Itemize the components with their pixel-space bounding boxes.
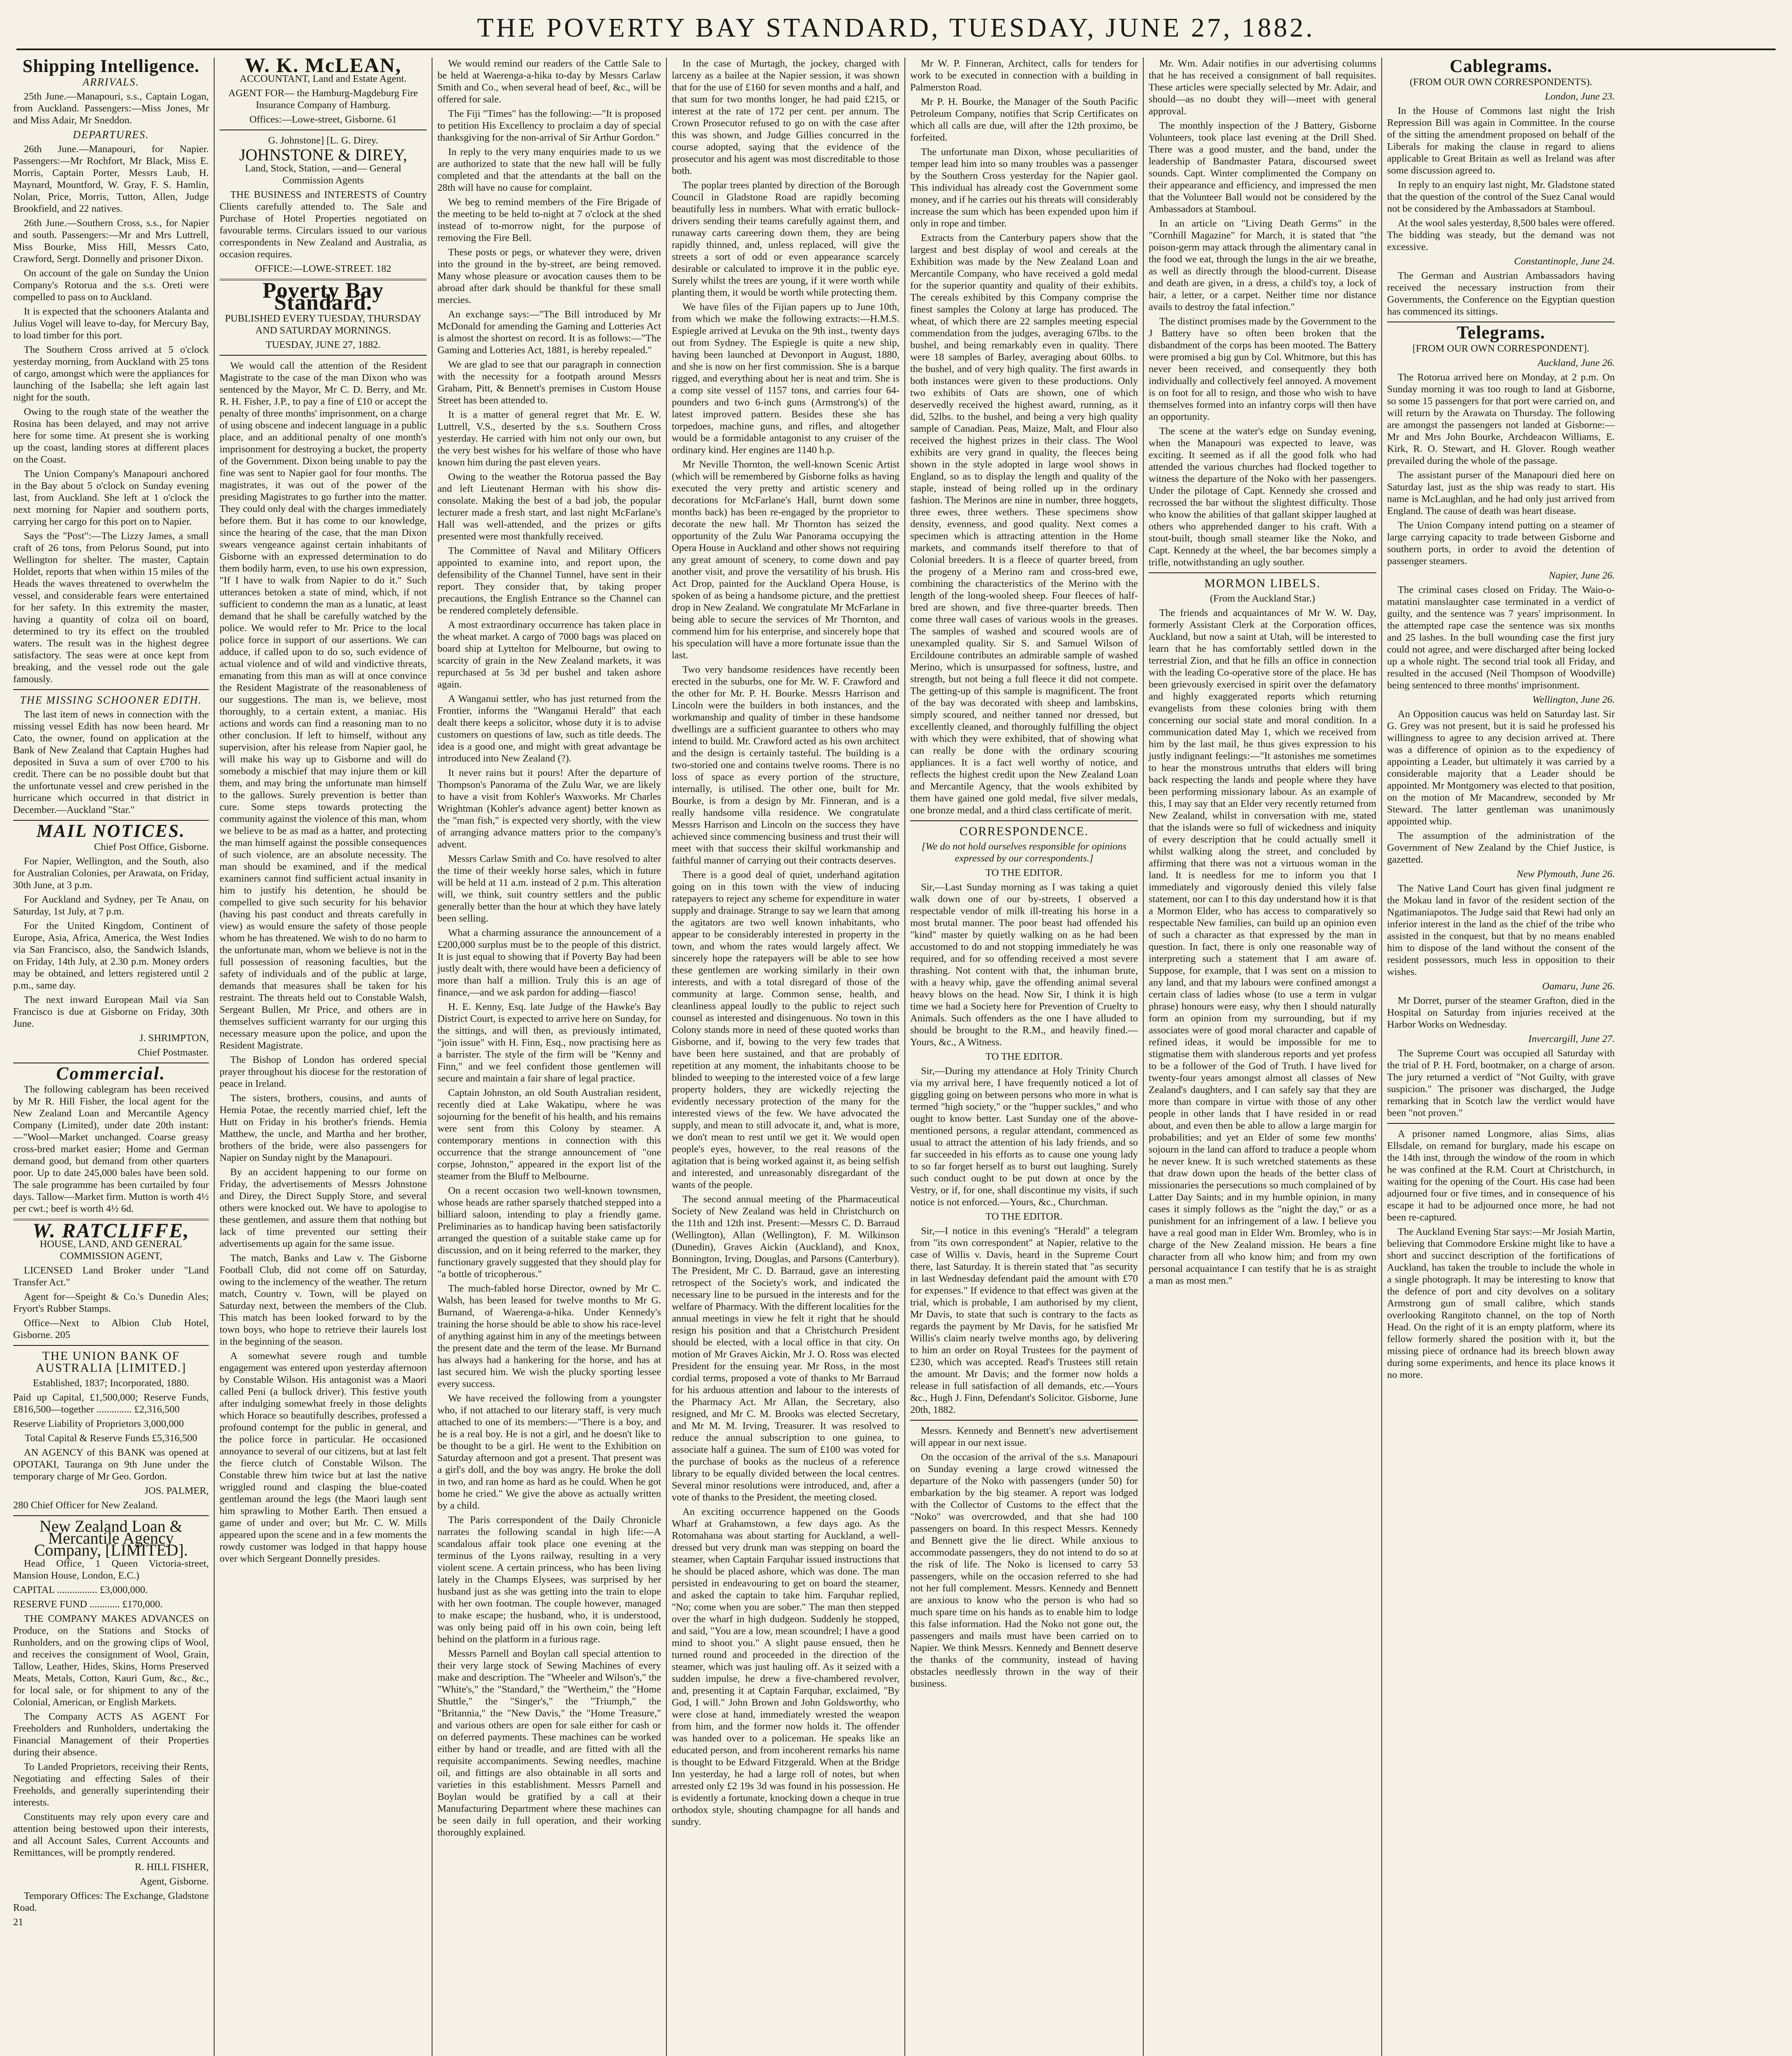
ratcliffe-line: Office—Next to Albion Club Hotel, Gisborne. 205 <box>13 1317 209 1341</box>
editorial-para: We would call the attention of the Resident Magistrate to the case of the man Dixon who was sentenced by the Mayor, Mr C. D. Berry, and Mr. R. H. Fisher, J.P., to pay a fine of £10 or accept the penalty of three months' imprisonment, on a charge of using obscene and indecent language in a public place, and an additional penalty of one month's imprisonment for destroying a bucket, the property of the Government. Dixon being unable to pay the fine was sent to Napier gaol for four months. The magistrates, it was out of the power of the presiding Magistrates to go further into the matter. They could only deal with the charges immediately before them. But it has come to our knowledge, since the hearing of the case, that the man Dixon swears vengeance against certain inhabitants of Gisborne with an expressed determination to do them bodily harm, even, to use his own expression, "If I have to walk from Napier to do it." Such utterances betoken a state of mind, which, if not sufficient to condemn the man as a lunatic, at least demand that he shall be carefully watched by the police. We would refer to Mr. Price to the local police force in support of our assertions. We can adduce, if called upon to do so, such evidence of actual violence and of wild and vindictive threats, emanating from this man as will at once convince the Resident Magistrate of the reasonableness of our suggestions. The man is, we believe, most thoroughly, to a certain extent, a maniac. His actions and words can find a reasoning man to no other conclusion. If left to himself, without any supervision, after his release from Napier gaol, he will make his way up to Gisborne and will do somebody a mischief that may injure them or kill them, and may bring the unfortunate man himself to the gallows. Surely prevention is better than cure. Some steps towards protecting the community against the violence of this man, whom we believe to be as mad as a hatter, and protecting the man himself against the possible consequences of such violence, are an absolute necessity. The man should be examined, and if the medical examiners cannot find sufficient actual insanity in him to justify his detention, he should be compelled to give such security for his behavior (having his past conduct and threats carefully in view) as would ensure the safety of those people whom he has threatened. We wish to do no harm to the unfortunate man, whom we believe is not in the full possession of reasoning faculties, but the safety of individuals and of the public at large, demands that measures shall be taken for his restraint. The threats held out to Constable Walsh, Sergeant Bullen, Mr Price, and others are in themselves sufficient warranty for our urging this necessary measure upon the police, and upon the Resident Magistrate. <box>220 360 427 1051</box>
departures-text-2: 26th June.—Southern Cross, s.s., for Napier and south. Passengers:—Mr and Mrs Luttrell, Miss Bourke, Miss Hill, Messrs Cato, Crawford, Sergt. Donnelly and prisoner Dixon. <box>13 218 209 264</box>
masthead <box>0 0 1792 58</box>
local-para: In the case of Murtagh, the jockey, charged with larceny as a bailee at the Napier session, it was shown that for the use of £160 for seven months and a half, and that sum for two months longer, he had paid £215, or interest at the rate of 172 per cent. per annum. The Crown Prosecutor refused to go on with the case after this was shown, and Judge Gillies concurred in the course adopted, saying that the evidence of the prosecutor and his agent was most discreditable to those both. <box>672 58 899 176</box>
nzloan-signature-title: Agent, Gisborne. <box>139 1876 209 1887</box>
shipping-para: The Southern Cross arrived at 5 o'clock yesterday morning, from Auckland with 25 tons of cargo, amongst which were the appliances for launching of the Isabella; she left again last night for the south. <box>13 344 209 403</box>
telegram-para: The Native Land Court has given final judgment re the Mokau land in favor of the resident section of the Ngatimaniapotos. The Judge said that Rewi had only an inferior interest in the land as the chief of the tribe who assisted in the conquest, but that by no means enabled him to dispose of the land without the consent of the resident possessors, much less in opposition to their wishes. <box>1387 883 1615 977</box>
arrivals-text: 25th June.—Manapouri, s.s., Captain Logan, from Auckland. Passengers:—Miss Jones, Mr and Miss Adair, Mr Sneddon. <box>13 91 209 126</box>
union-signature: JOS. PALMER, <box>144 1485 209 1496</box>
paper-date: TUESDAY, JUNE 27, 1882. <box>266 339 381 350</box>
union-line: AN AGENCY of this BANK was opened at OPOTAKI, Tauranga on 9th June under the temporary charge of Mr Geo. Gordon. <box>13 1447 209 1482</box>
telegram-para: In the House of Commons last night the Irish Repression Bill was again in Committee. In the course of the sitting the amendment proposed on behalf of the Liberals for making the clause in regard to aliens applicable to Great Britain as well as Ireland was after some discussion agreed to. <box>1387 105 1615 176</box>
local-para: What a charming assurance the announcement of a £200,000 surplus must be to the people of this district. It is just equal to showing that if Poverty Bay had been justly dealt with, there would have been a deficiency of more than half a million. Truly this is an age of finance,—and we ask pardon for adding—fiasco! <box>437 927 661 998</box>
mormon-text: The friends and acquaintances of Mr W. W. Day, formerly Assistant Clerk at the Corporation offices, Auckland, but now a saint at Utah, will be interested to learn that he has comfortably settled down in the terrestrial Zion, and that he fills an office in connection with the leading Co-operative store of the place. He has been grievously exercised in spirit over the defamatory and highly exaggerated reports which returning evangelists from these colonies bring with them concerning our social state and moral condition. In a communication dated May 1, which we received from him by the last mail, he thus gives expression to his justly indignant feelings:—"It astonishes me sometimes to hear the monstrous untruths that elders will bring back respecting the lands and people where they have been performing missionary labour. As an example of this, I may say that an Elder very recently returned from New Zealand, whilst in conversation with me, stated that the islands were so full of wickedness and iniquity of every description that he could actually smell it whilst walking along the street, and concluded by affirming that there was not a virtuous woman in the land. It is needless for me to inform you that I immediately and vigorously denied this vilely false statement, nor can I to this day understand how it is that a Mormon Elder, who has access to comparatively so respectable New families, can build up an opinion even of such a character as that expressed by the man in question. In fact, there is only one reasonable way of interpreting such a statement that I am aware of. Suppose, for example, that I was sent on a mission to any land, and that my labours were confined amongst a certain class of ladies whose (to use a term in vulgar phrase) honours were easy, why then I should naturally form an opinion from my surrounding, but if my associates were of good moral character and capable of refined ideas, it would be impossible for me to stigmatise them with slanderous reports and yet profess to be a follower of the God of Truth. I have lived for twenty-four years amongst almost all classes of New Zealand's daughters, and I can safely say that they are more than compare in virtue with those of any other people in other lands that I have resided in or read about, and even then be able to allow a large margin for probabilities; and yet an Elder of some few months' sojourn in the land can afford to traduce a people whom he never knew. It is such wretched statements as these that draw down upon the heads of the better class of missionaries the persecutions so much complained of by Latter Day Saints; and in my humble opinion, in many cases it simply follows as the "night the day," or as a punishment for an infringement of a law. I believe you have a real good man in Elder Wm. Bromley, who is in charge of the New Zealand mission. He bears a fine character from all who know him; and from my own personal acquaintance I can testify that he is as straight a man as most men." <box>1149 607 1376 1286</box>
local-para: It is a matter of general regret that Mr. E. W. Luttrell, V.S., deserted by the s.s. Southern Cross yesterday. He carried with him not only our own, but the very best wishes for his welfare of those who have known him during the past eleven years. <box>437 409 661 468</box>
column-2 <box>214 58 432 2056</box>
dateline: Constantinople, June 24. <box>1514 256 1615 267</box>
to-editor-heading: TO THE EDITOR. <box>985 867 1063 878</box>
divider <box>1149 572 1376 573</box>
dateline: Oamaru, June 26. <box>1542 981 1615 992</box>
shipping-para: Says the "Post":—The Lizzy James, a small craft of 26 tons, from Pelorus Sound, put into Wellington for shelter. The master, Captain Holdet, reports that when within 15 miles of the Heads the waves threatened to overwhelm the vessel, and considerable fears were entertained for her safety. In this extremity the master, having a quantity of colza oil on board, determined to try its effect on the troubled waters. The result was in the highest degree satisfactory. The seas were at once kept from breaking, and the vessel rode out the gale famously. <box>13 530 209 685</box>
local-para: H. E. Kenny, Esq. late Judge of the Hawke's Bay District Court, is expected to arrive here on Sunday, for the sittings, and will then, as previously intimated, "join issue" with H. Finn, Esq., now practising here as a barrister. The style of the firm will be "Kenny and Finn," and we feel confident those gentlemen will secure and maintain a fair share of legal practice. <box>437 1001 661 1084</box>
local-para: It never rains but it pours! After the departure of Thompson's Panorama of the Zulu War, we are likely to have a visit from Kohler's Waxworks. Mr Charles Wrightman (Kohler's advance agent) better known as the "man fish," is expected very shortly, with the view of arranging advance matters prior to the company's advent. <box>437 767 661 850</box>
to-editor-heading: TO THE EDITOR. <box>985 1051 1063 1062</box>
mail-line: For Auckland and Sydney, per Te Anau, on Saturday, 1st July, at 7 p.m. <box>13 894 209 917</box>
local-para: The scene at the water's edge on Sunday evening, when the Manapouri was expected to leave, was exciting. It seemed as if all the good folk who had attended the various churches had flocked together to witness the departure of the Noko with her passengers. Under the pilotage of Capt. Kennedy she crossed and recrossed the bar without the slightest difficulty. Those who know the abilities of that gallant skipper laughed at others who apprehended danger to his craft. With a stout-built, though small steamer like the Noko, and Capt. Kennedy at the wheel, the bar becomes simply a trifle, notwithstanding an ugly souther. <box>1149 426 1376 568</box>
mclean-sub: ACCOUNTANT, Land and Estate Agent. <box>240 73 407 84</box>
mail-signature: J. SHRIMPTON, <box>139 1033 209 1044</box>
correspondence-note: [We do not hold ourselves responsible for opinions expressed by our correspondents.] <box>921 841 1127 864</box>
column-7 <box>1381 58 1620 2056</box>
column-4 <box>666 58 904 2056</box>
mail-signature-title: Chief Postmaster. <box>138 1047 209 1058</box>
local-para: On the occasion of the arrival of the s.s. Manapouri on Sunday evening a large crowd witnessed the departure of the Noko with passengers (under 50) for embarkation by the big steamer. A report was lodged with the Collector of Customs to the effect that the "Noko" was overcrowded, and that she had 100 passengers on board. In this respect Messrs. Kennedy and Bennett give the lie direct. While anxious to accommodate passengers, they do not intend to do so at the risk of life. The Noko is licensed to carry 53 passengers, while on the occasion referred to she had not her full complement. Messrs. Kennedy and Bennett are anxious to know who the person is who had so much spare time on his hands as to enable him to lodge this false information. Had the Noko not gone out, the passengers and mails must have been carried on to Napier. We think Messrs. Kennedy and Bennett deserve the thanks of the community, instead of having obstacles needlessly thrown in the way of their business. <box>910 1452 1138 1689</box>
paper-subtitle: PUBLISHED EVERY TUESDAY, THURSDAY AND SATURDAY MORNINGS. <box>225 313 421 336</box>
mclean-line: Offices:—Lowe-street, Gisborne. 61 <box>249 114 397 125</box>
union-line: Established, 1837; Incorporated, 1880. <box>33 1378 189 1389</box>
local-para: The distinct promises made by the Government to the J Battery have so often been broken that the disbandment of the corps has been mooted. The Battery were promised a big gun by Col. Whitmore, but this has never been received, and consequently they both individually and collectively feel annoyed. A movement is on foot for all to resign, and those who wish to have themselves formed into an infantry corps will then have an opportunity. <box>1149 316 1376 422</box>
local-para: On a recent occasion two well-known townsmen, whose heads are rather sparsely thatched stepped into a billiard saloon, intending to play a friendly game. Preliminaries as to handicap having been satisfactorily arranged the question of a suitable stake came up for discussion, and on it being referred to the marker, they functionary gravely suggested that they should play for "a bottle of tricopherous." <box>437 1185 661 1280</box>
editorial-para: The Bishop of London has ordered special prayer throughout his diocese for the restoration of peace in Ireland. <box>220 1054 427 1089</box>
telegram-para: A prisoner named Longmore, alias Sims, alias Ellsdale, on remand for burglary, made his escape on the 14th inst, through the window of the room in which he was confined at the R.M. Court at Christchurch, in waiting for the opening of the Court. His case had been adjourned four or five times, and in consequence of his escape it had to be adjourned once more, he had not been re-captured. <box>1387 1128 1615 1223</box>
local-para: Messrs Parnell and Boylan call special attention to their very large stock of Sewing Machines of every make and description. The "Wheeler and Wilson's," the "White's," the "Standard," the "Wertheim," the "Home Shuttle," the "Singer's," the "Triumph," the "Britannia," the "New Davis," the "Home Treasure," and various others are open for sale either for cash or on deferred payments. These machines can be worked either by hand or treadle, and are fitted with all the requisite accompaniments. Sewing needles, machine oil, and fittings are also obtainable in all sorts and varieties in this establishment. Messrs Parnell and Boylan would be gratified by a call at their Manufacturing Department where these machines can be seen daily in full operation, and their working thoroughly explained. <box>437 1648 661 1838</box>
ratcliffe-line: Agent for—Speight & Co.'s Dunedin Ales; Fryort's Rubber Stamps. <box>13 1291 209 1314</box>
departures-heading: DEPARTURES. <box>73 129 149 141</box>
local-para: Mr Neville Thornton, the well-known Scenic Artist (which will be remembered by Gisborne folks as having executed the very pretty and artistic scenery and decorations for McFarlane's Hall, burnt down some months back) has been re-engaged by the proprietor to decorate the new hall. Mr Thornton has seized the opportunity of the Zulu War Panorama occupying the Opera House in Auckland and other shows not requiring any great amount of scenery, to come down and pay another visit, and prove the versatility of his brush. His Act Drop, painted for the Auckland Opera House, is spoken of as being a handsome picture, and the prettiest drop in New Zealand. We congratulate Mr McFarlane in being able to secure the services of Mr Thornton, and commend him for his enterprise, and sincerely hope that his speculation will have a more fortunate issue than the last. <box>672 459 899 661</box>
shipping-heading: Shipping Intelligence. <box>22 58 200 76</box>
mclean-line: AGENT FOR— the Hamburg-Magdeburg Fire Insurance Company of Hamburg. <box>228 88 418 111</box>
local-para: In an article on "Living Death Germs" in the "Cornhill Magazine" for March, it is stated that "the poison-germ may attack through the alimentary canal in the food we eat, through the lungs in the air we breathe, as well as directly through the blood-current. Disease and death are given, in a dress, a child's toy, a lock of hair, a letter, or a carpet. Neither time nor distance avails to destroy the fatal infection." <box>1149 218 1376 313</box>
local-para: The much-fabled horse Director, owned by Mr C. Walsh, has been leased for twelve months to Mr G. Burnand, of Waerenga-a-hika. Under Kennedy's training the horse should be able to show his race-level of anything against him in any of the meetings between the present date and the term of the lease. Mr Burnand has always had a hankering for the horse, and has at last secured him. We wish the plucky sporting lessee every success. <box>437 1283 661 1389</box>
nzloan-line: CAPITAL ................ £3,000,000. <box>13 1584 148 1595</box>
telegram-para: In reply to an enquiry last night, Mr. Gladstone stated that the question of the control of the Suez Canal would not be considered by the Ambassadors at Stamboul. <box>1387 179 1615 214</box>
letter: Sir,—During my attendance at Holy Trinity Church via my arrival here, I have frequently noticed a lot of giggling going on between persons who more in what is termed "high society," or the "hupper suckles," and who ought to know better. Last Sunday one of the above-mentioned persons, a regular attendant, commenced as usual to attract the attention of his lady friends, and so far succeeded in his efforts as to cause one young lady to so far forget herself as to burst out laughing. Surely such conduct ought to be put down at once by the Vestry, or if, for one, shall discontinue my visits, if such notice is not enforced.—Yours, &c., Churchman. <box>910 1065 1138 1208</box>
johnstone-heads: G. Johnstone] [L. G. Direy. <box>268 135 378 146</box>
editorial-para: By an accident happening to our forme on Friday, the advertisements of Messrs Johnstone and Direy, the Direct Supply Store, and several others were knocked out. We have to apologise to these gentlemen, and assure them that nothing but lack of time prevented our setting their advertisements up again for the same issue. <box>220 1167 427 1249</box>
column-6 <box>1143 58 1381 2056</box>
masthead-rule <box>16 49 1776 50</box>
dateline: Wellington, June 26. <box>1532 694 1615 705</box>
local-para: An exciting occurrence happened on the Goods Wharf at Grahamstown, a few days ago. As the Rotomahana was about starting for Auckland, a well-dressed but very drunk man was stepping on board the steamer, when Captain Farquhar issued instructions that he should be placed ashore, which was done. The man persisted in endeavouring to get on board the steamer, and asked the captain to take him. Farquhar replied, "No; come when you are sober." The man then stepped over the wharf in high dudgeon. Suddenly he stopped, and said, "You are a low, mean scoundrel; I have a good mind to shoot you." A slight pause ensued, then he turned round and proceeded in the direction of the steamer, which was just hauling off. As it seized with a sudden impulse, he drew a five-chambered revolver, and, presenting it at Captain Farquhar, exclaimed, "By God, I will." John Brown and John Goldsworthy, who were close at hand, immediately wrested the weapon from him, and the former now holds it. The offender was handed over to a policeman. He speaks like an educated person, and from incoherent remarks his name is thought to be Edward Fitzgerald. When at the Bridge Inn yesterday, he had a large roll of notes, but when arrested only £2 19s 3d was found in his possession. He is evidently a fortunate, knocking down a cheque in true orthodox style, shouting champagne for all hands and sundry. <box>672 1506 899 1827</box>
local-para: We would remind our readers of the Cattle Sale to be held at Waerenga-a-hika to-day by Messrs Carlaw Smith and Co., when several head of beef, &c., will be offered for sale. <box>437 58 661 105</box>
local-para: An exchange says:—"The Bill introduced by Mr McDonald for amending the Gaming and Lotteries Act is almost the shortest on record. It is as follows:—"The Gaming and Lotteries Act, 1881, is hereby repealed." <box>437 309 661 356</box>
to-editor-heading: TO THE EDITOR. <box>985 1211 1063 1222</box>
nzloan-line: Constituents may rely upon every care and attention being bestowed upon their interests, and all Account Sales, Current Accounts and Remittances, will be promptly rendered. <box>13 1811 209 1858</box>
commercial-heading: Commercial. <box>56 1063 166 1084</box>
telegram-para: Mr Dorret, purser of the steamer Grafton, died in the Hospital on Saturday from injuries received at the Harbor Works on Wednesday. <box>1387 995 1615 1030</box>
local-para: The unfortunate man Dixon, whose peculiarities of temper lead him into so many troubles was a passenger by the Southern Cross yesterday for the Napier gaol. This individual has already cost the Government some money, and if he carries out his threats will considerably increase the sum which has been expended upon him if only in rope and timber. <box>910 146 1138 229</box>
local-para: A Wanganui settler, who has just returned from the Frontier, informs the "Wanganui Herald" that each dealt there keeps a solicitor, whose duty it is to advise customers on questions of law, such as title deeds. The idea is a good one, and might with great advantage be introduced into New Zealand (?). <box>437 693 661 764</box>
correspondence-heading: CORRESPONDENCE. <box>959 824 1089 838</box>
local-para: Mr W. P. Finneran, Architect, calls for tenders for work to be executed in connection with a building in Palmerston Road. <box>910 58 1138 93</box>
mormon-source: (From the Auckland Star.) <box>1210 593 1315 604</box>
divider <box>910 1420 1138 1421</box>
local-para: We have received the following from a youngster who, if not attached to our literary staff, is very much attached to one of its members:—"There is a boy, and he is a real boy. He is not a girl, and he doesn't like to be thought to be a girl. He went to the Exhibition on Saturday afternoon and got a present. That present was a girl's doll, and the boy was angry. He broke the doll in two, and ran home as hard as he could. When he got home he cried." We give the above as actually written by a child. <box>437 1393 661 1511</box>
local-para: The second annual meeting of the Pharmaceutical Society of New Zealand was held in Christchurch on the 11th and 12th inst. Present:—Messrs C. D. Barraud (Wellington), Allan (Wellington), F. M. Wilkinson (Dunedin), Graves Aickin (Auckland), and Knox, Bonnington, Irving, Douglas, and Parsons (Canterbury). The President, Mr C. D. Barraud, gave an interesting retrospect of the Society's work, and indicated the necessary line to be pursued in the interests and for the welfare of Pharmacy. With the different localities for the annual meetings in view he felt it right that he should resign his position and that a Christchurch President should be elected, with a local office in that city. On motion of Mr Graves Aickin, Mr J. O. Ross was elected President for the ensuing year. Mr Ross, in the most cordial terms, proposed a vote of thanks to Mr Barraud for his arduous attention and labour to the interests of the Pharmacy Act. Mr Allan, the Secretary, also resigned, and Mr C. M. Brooks was elected Secretary, and Mr M. M. Irving, Treasurer. It was resolved to reduce the annual subscription to one guinea, to associate half a guinea. The sum of £100 was voted for the purchase of books as the nucleus of a reference library to be equally divided between the local centres. Several minor resolutions were introduced, and, after a vote of thanks to the President, the meeting closed. <box>672 1194 899 1503</box>
divider <box>13 1345 209 1346</box>
telegrams-sub: [FROM OUR OWN CORRESPONDENT]. <box>1412 343 1590 354</box>
cablegrams-heading: Cablegrams. <box>1450 58 1552 76</box>
dateline: New Plymouth, June 26. <box>1517 868 1615 880</box>
nzloan-line: To Landed Proprietors, receiving their Rents, Negotiating and effecting Sales of their Freeholds, and generally superintending their interests. <box>13 1761 209 1808</box>
shipping-para: The Union Company's Manapouri anchored in the Bay about 5 o'clock on Sunday evening last, from Auckland. She left at 1 o'clock the next morning for Napier and southern ports, carrying her cargo for this port on to Napier. <box>13 468 209 527</box>
nzloan-line: The Company ACTS AS AGENT For Freeholders and Runholders, undertaking the Financial Management of their Properties during their absence. <box>13 1711 209 1758</box>
local-para: The Committee of Naval and Military Officers appointed to examine into, and report upon, the defensibility of the Channel Tunnel, have sent in their report. They consider that, by taking proper precautions, the English Entrance so the Channel can be rendered completely defensible. <box>437 545 661 616</box>
mail-line: For Napier, Wellington, and the South, also for Australian Colonies, per Arawata, on Friday, 30th June, at 3 p.m. <box>13 856 209 891</box>
local-para: We are glad to see that our paragraph in connection with the necessity for a footpath around Messrs Graham, Pitt, & Bennett's premises in Custom House Street has been attended to. <box>437 359 661 406</box>
paper-title: Poverty Bay Standard. <box>262 278 384 315</box>
mormon-libels-heading: MORMON LIBELS. <box>1204 577 1321 590</box>
local-para: There is a good deal of quiet, underhand agitation going on in this town with the view of inducing ratepayers to reject any scheme for expenditure in water supply and drainage. Strange to say we learn that among the agitators are two well known inhabitants, who appear to be considerably interested in property in the town, and whom the rates would largely affect. We sincerely hope the ratepayers will be able to see how these gentlemen are working similarly in their own interests, and with a total disregard of those of the community at large. Common sense, health, and cleanliness appeal loudly to the public to reject such counsel as interested and disingenuous. No town in this Colony stands more in need of these quoted works than Gisborne, and if, bowing to the very few trades that have been here sustained, and that are probably of repetition at any moment, the inhabitants choose to be blinded to weeping to the interested voice of a few large property holders, they are wickedly rejecting the evidently necessary protection of the many for the interested views of the few. We have advocated the supply, and mean to still advocate it, and, what is more, we don't mean to rest until we get it. We would open people's eyes, however, to the real reasons of the agitation that is being worked against it, as being selfish and interested, and unreasonably disregardant of the wants of the people. <box>672 869 899 1190</box>
telegram-para: The assistant purser of the Manapouri died here on Saturday last, just as the ship was ready to start. His name is McLaughlan, and he had only just arrived from England. The cause of death was heart disease. <box>1387 470 1615 516</box>
ratcliffe-sub: HOUSE, LAND, AND GENERAL COMMISSION AGENT, <box>39 1239 183 1262</box>
local-para: Two very handsome residences have recently been erected in the suburbs, one for Mr. W. F. Crawford and the other for Mr. P. H. Bourke. Messrs Harrison and Lincoln were the builders in both instances, and the workmanship and quality of timber in these handsome dwellings are a sufficient guarantee to others who may intend to build. Mr. Crawford acted as his own architect and the design is certainly tasteful. The building is a two-storied one and contains twelve rooms. There is no loss of space as every portion of the structure, internally, is utilised. The other one, built for Mr. Bourke, is from a design by Mr. Finneran, and is a really handsome villa residence. We congratulate Messrs Harrison and Lincoln on the success they have achieved since commencing business and trust their will meet with that success their skilful workmanship and faithful manner of carrying out their contracts deserves. <box>672 664 899 866</box>
column-1 <box>8 58 214 2056</box>
telegram-para: The German and Austrian Ambassadors having received the necessary instruction from their Governments, the Conference on the Egyptian question has commenced its sittings. <box>1387 270 1615 317</box>
shipping-para: It is expected that the schooners Atalanta and Julius Vogel will leave to-day, for Mercury Bay, to load timber for this port. <box>13 306 209 341</box>
nzloan-heading: New Zealand Loan & Mercantile Agency Company, [LIMITED]. <box>34 1517 188 1559</box>
dateline: Napier, June 26. <box>1549 570 1615 581</box>
local-para: The monthly inspection of the J Battery, Gisborne Volunteers, took place last evening at the Drill Shed. There was a good muster, and the band, under the leadership of Bandmaster Patara, discoursed sweet sounds. Capt. Winter complimented the Company on their appearance and efficiency, and impressed the men that the Volunteer Ball would not be considered by the Ambassadors at Stamboul. <box>1149 120 1376 215</box>
union-line: Total Capital & Reserve Funds £5,316,500 <box>25 1433 197 1444</box>
johnstone-sub: Land, Stock, Station, —and— General Commission Agents <box>245 163 402 186</box>
local-para: We beg to remind members of the Fire Brigade of the meeting to be held to-night at 7 o'clock at the shed instead of to-morrow night, for the purpose of removing the Fire Bell. <box>437 197 661 243</box>
editorial-para: The match, Banks and Law v. The Gisborne Football Club, did not come off on Saturday, owing to the inclemency of the weather. The return match, Country v. Town, will be played on Saturday next, between the members of the Club. This match has been looked forward to by the town boys, who hope to retrieve their laurels lost in the beginning of the season. <box>220 1253 427 1347</box>
letter: Sir,—I notice in this evening's "Herald" a telegram from "its own correspondent" at Napier, relative to the case of Willis v. Davis, heard in the Supreme Court there, last Saturday. It is therein stated that "as security in last Wednesday defendant paid the amount with £70 for expenses." If evidence to that effect was given at the trial, which is probable, I am authorised by my client, Mr Davis, to state that such is contrary to the facts as regards the payment by Mr Davis, for he satisfied Mr Willis's claim nearly twelve months ago, by delivering to him an order on Royal Trustees for the payment of £230, which was accepted. Read's Trustees still retain the amount. Mr Davis; and the former now holds a release in full satisfaction of all demands, etc.—Yours &c., Hugh J. Finn, Defendant's Solicitor. Gisborne, June 20th, 1882. <box>910 1225 1138 1415</box>
local-para: In reply to the very many enquiries made to us we are authorized to state that the new hall will be fully completed and that the attendants at the ball on the 28th will have no cause for complaint. <box>437 146 661 193</box>
column-3 <box>432 58 666 2056</box>
letter: Sir,—Last Sunday morning as I was taking a quiet walk down one of our by-streets, I observed a respectable vendor of milk ill-treating his horse in a most brutal manner. The poor beast had offended his "kind" master by quietly walking on as he had been accustomed to do and not stopping immediately he was required, and for so offending received a most severe thrashing. Not content with that, the inhuman brute, with a heavy whip, gave the offending animal several heavy blows on the head. Now Sir, I think it is high time we had a Society here for Prevention of Cruelty to Animals. Such offenders as the one I have alluded to should be brought to the R.M., and heavily fined.—Yours, &c., A Witness. <box>910 882 1138 1048</box>
departures-text: 26th June.—Manapouri, for Napier. Passengers:—Mr Rochfort, Mr Black, Miss E. Morris, Captain Porter, Messrs Laub, H. Maynard, Mountford, W. Gray, F. S. Hamlin, Nolan, Price, Morris, Tutton, Allen, Judge Brookfield, and 22 natives. <box>13 144 209 214</box>
nzloan-signature: R. HILL FISHER, <box>134 1862 209 1873</box>
editorial-para: A somewhat severe rough and tumble engagement was entered upon yesterday afternoon by Constable Wilson. His antagonist was a Maori called Peni (a bullock driver). This festive youth after indulging somewhat freely in those delights which Horace so beautifully describes, professed a profound contempt for the public in general, and the police force in particular. He occasioned annoyance to several of our citizens, but at last felt the fierce clutch of Constable Wilson. The Constable threw him twice but at last the native wriggled round and clasping the blue-coated gentleman around the legs (the Maori laugh sent him sprawling to Mother Earth. Then ensued a game of under and over; but Mr. C. W. Mills appeared upon the scene and in a few moments the rowdy customer was lodged in that happy house over which Sergeant Donnelly presides. <box>220 1350 427 1564</box>
divider <box>13 1515 209 1516</box>
divider <box>220 355 427 356</box>
shipping-para: Owing to the rough state of the weather the Rosina has been delayed, and may not arrive here for some time. At present she is working up the coast, landing stores at different places on the Coast. <box>13 406 209 465</box>
johnstone-name: JOHNSTONE & DIREY, <box>239 146 407 164</box>
dateline: Invercargill, June 27. <box>1528 1033 1615 1044</box>
ratcliffe-name: W. RATCLIFFE, <box>32 1219 190 1242</box>
divider <box>910 820 1138 821</box>
telegram-para: The Rotorua arrived here on Monday, at 2 p.m. On Sunday morning it was too rough to land at Gisborne, so some 15 passengers for that port were carried on, and will return by the Arawata on Thursday. The following are amongst the passengers not landed at Gisborne:—Mr and Mrs John Bourke, Archdeacon Williams, E. Kirk, R. O. Stewart, and H. Glover. Rough weather prevailed during the whole of the passage. <box>1387 372 1615 466</box>
commercial-text: The following cablegram has been received by Mr R. Hill Fisher, the local agent for the New Zealand Loan and Mercantile Agency Company (Limited), under date 20th instant:—"Wool—Market unchanged. Coarse greasy cross-bred market easier; Home and German demand good, but demand from other quarters poor. Up to date 245,000 bales have been sold. The sale programme has been curtailed by four days. Tallow—Market firm. Mutton is worth 4½ per cwt.; beef is worth 4½ 6d. <box>13 1084 209 1214</box>
mail-line: The next inward European Mail via San Francisco is due at Gisborne on Friday, 30th June. <box>13 994 209 1029</box>
mail-line: Chief Post Office, Gisborne. <box>94 841 209 852</box>
mclean-name: W. K. McLEAN, <box>245 58 402 76</box>
telegram-para: The criminal cases closed on Friday. The Waio-o-matatini manslaughter case terminated in a verdict of guilty, and the sentence was 7 years' imprisonment. In the attempted rape case the sentence was six months and 25 lashes. In the bull wounding case the first jury could not agree, and were discharged after being locked up a whole night. The second trial took all Friday, and resulted in the accused (Neil Thompson of Woodville) being sentenced to three months' imprisonment. <box>1387 584 1615 691</box>
telegram-para: The Supreme Court was occupied all Saturday with the trial of P. H. Ford, bootmaker, on a charge of arson. The jury returned a verdict of "Not Guilty, with grave suspicion." The prisoner was discharged, the Judge remarking that in Scotch law the verdict would have been "not proven." <box>1387 1048 1615 1118</box>
editorial-para: The sisters, brothers, cousins, and aunts of Hemia Potae, the recently married chief, left the Hutt on Friday in his brother's friends. Hemia Matthew, the uncle, and Martha and her brother, brothers of the bride, were also passengers for Napier on Sunday night by the Manapouri. <box>220 1093 427 1163</box>
schooner-heading: THE MISSING SCHOONER EDITH. <box>20 694 202 706</box>
telegram-para: The Auckland Evening Star says:—Mr Josiah Martin, believing that Commodore Erskine might like to have a short and succinct description of the fortifications of Auckland, has taken the trouble to include the whole in a single photograph. It may be interesting to know that the defence of port and city devolves on a solitary Armstrong gun of small calibre, which stands overlooking Rangitoto channel, on the top of North Head. On the right of it is an empty platform, where its fellow formerly shared the position with it, but the missing piece of ordnance had its breech blown away during some experiments, and hence its place knows it no more. <box>1387 1226 1615 1380</box>
nzloan-line: Temporary Offices: The Exchange, Gladstone Road. <box>13 1890 209 1913</box>
divider <box>13 689 209 690</box>
local-para: Captain Johnston, an old South Australian resident, recently died at Lake Wakatipu, where he was sojourning for the benefit of his health, and his remains were sent from this Colony by steamer. A contemporary mentions in connection with this occurrence that the strange announcement of "one corpse, Johnston," appeared in the export list of the steamer from the Bluff to Melbourne. <box>437 1087 661 1182</box>
telegram-para: The assumption of the administration of the Government of New Zealand by the Chief Justice, is gazetted. <box>1387 830 1615 865</box>
local-para: A most extraordinary occurrence has taken place in the wheat market. A cargo of 7000 bags was placed on board ship at Lyttelton for Melbourne, but owing to scarcity of grain in the New Zealand markets, it was repurchased at 5s 3d per bushel and taken ashore again. <box>437 619 661 690</box>
local-para: Messrs. Kennedy and Bennett's new advertisement will appear in our next issue. <box>910 1425 1138 1448</box>
telegram-para: The Union Company intend putting on a steamer of large carrying capacity to trade between Gisborne and southern ports, in order to avoid the detention of passenger steamers. <box>1387 520 1615 567</box>
local-para: The Paris correspondent of the Daily Chronicle narrates the following scandal in high life:—A scandalous affair took place one evening at the terminus of the Lyons railway, resulting in a very violent scene. A certain princess, who has been living lately in the Champs Elysees, was surprised by her husband just as she was getting into the train to elope with her own footman. The couple however, managed to make escape; the husband, who, it is understood, was only being paid off in his own coin, being left behind on the platform in a furious rage. <box>437 1514 661 1645</box>
mail-line: For the United Kingdom, Continent of Europe, Asia, Africa, America, the West Indies via San Francisco, also, the Sandwich Islands, on Friday, 14th July, at 2.30 p.m. Money orders may be obtained, and letters registered until 2 p.m., same day. <box>13 920 209 991</box>
local-para: The poplar trees planted by direction of the Borough Council in Gladstone Road are rapidly becoming beautifully less in numbers. What with erratic bullock-drivers sending their teams carefully against them, and runaway carts careering down them, they are being rapidly thinned, and, unless replaced, will give the streets a sort of odd or even appearance scarcely desirable or calculated to improve it in the public eye. Surely whilst the trees are young, if it were worth while planting them, it would be worth while protecting them. <box>672 180 899 298</box>
divider <box>1387 1123 1615 1124</box>
johnstone-line: THE BUSINESS and INTERESTS of Country Clients carefully attended to. The Sale and Purchase of Hotel Properties negotiated on favourable terms. Circulars issued to our various correspondents in New Zealand and Australia, as occasion requires. <box>220 189 427 260</box>
johnstone-line: OFFICE:—LOWE-STREET. 182 <box>255 263 391 274</box>
arrivals-heading: ARRIVALS. <box>82 76 140 88</box>
local-para: Owing to the weather the Rotorua passed the Bay and left Lieutenant Herman with his show dis-consolate. Making the best of a bad job, the popular lecturer made a fresh start, and last night McFarlane's Hall was well-attended, and the prizes or gifts presented were most thankfully received. <box>437 471 661 542</box>
local-para: Extracts from the Canterbury papers show that the largest and best display of wool and cereals at the Exhibition was made by the New Zealand Loan and Mercantile Company, who have received a gold medal for the superior quantity and quality of their exhibits. The cereals exhibited by this Company comprise the finest samples the Colony at large has produced. The wheat, of which there are 22 samples meeting especial commendation from the judges, averaging 67lbs. to the bushel, and being remarkably even in quality. There were 18 samples of Barley, averaging about 60lbs. to the bushel, and of very high quality. The first awards in both instances were given to these productions. Only two exhibits of Oats are shown, one of which deservedly received the highest award, running, as it did, 52lbs. to the bushel, and being a very high quality sample of Canadian. Peas, Maize, Malt, and Flour also received the highest prizes in their class. The Wool exhibits are very grand in quality, the fleeces being shown in the style adopted in large wool shows in England, so as to display the length and quality of the staple, instead of being rolled up in the ordinary fashion. The Merinos are nine in number, three hoggets, three ewes, three wethers. These specimens show density, evenness, and good quality. Next comes a specimen which is attracting attention in the Home markets, and commands itself therefore to that of Colonial breeders. It is a fleece of quarter breed, from the progeny of a Merino ram and cross-bred ewe, combining the characteristics of the Merino with the length of the long-wooled sheep. Four fleeces of half-bred are shown, and five three-quarter breeds. Then come three wall cases of various wools in the greases. The samples of washed and scoured wools are of unexampled quality. Sir S. and Samuel Wilson of Ercildoune contributes an admirable sample of washed Merino, which is unsurpassed for softness, lustre, and strength, but not being a full fleece it did not compete. The getting-up of this sample is magnificent. The front of the bay was decorated with sheep and lambskins, simply scoured, and neither tanned nor dressed, but excellently cleaned, and thoroughly fulfilling the object with which they were exhibited, that of showing what can really be done with the ordinary scouring appliances. It is a fact well worthy of notice, and reflects the highest credit upon the New Zealand Loan and Mercantile Agency, that the wools exhibited by them have gained one gold medal, five silver medals, one bronze medal, and a third class certificate of merit. <box>910 232 1138 816</box>
ratcliffe-line: LICENSED Land Broker under "Land Transfer Act." <box>13 1265 209 1288</box>
local-para: We have files of the Fijian papers up to June 10th, from which we make the following extracts:—H.M.S. Espiegle arrived at Levuka on the 9th inst., twenty days out from Sydney. The Espiegle is quite a new ship, having been launched at Devonport in August, 1880, and she is now on her first commission. She is a barque rigged, and everything about her is neat and trim. She is a comp site vessel of 1157 tons, and carries four 64-pounders and two 6-inch guns (Armstrong's) of the latest improved pattern. Besides these she has torpedoes, machine guns, and rifles, and altogether would be a formidable antagonist to any cruiser of the ordinary kind. Her engines are 1140 h.p. <box>672 301 899 456</box>
dateline: Auckland, June 26. <box>1538 357 1615 368</box>
nzloan-line: Head Office, 1 Queen Victoria-street, Mansion House, London, E.C.) <box>13 1558 209 1581</box>
schooner-text: The last item of news in connection with the missing vessel Edith has now been heard. Mr Cato, the owner, found on application at the Bank of New Zealand that Captain Hughes had deposited in Suva a sum of over £700 to his credit. There can be no possible doubt but that the unfortunate vessel and crew perished in the hurricane which occurred in that district in December.—Auckland "Star." <box>13 709 209 815</box>
cablegrams-sub: (FROM OUR OWN CORRESPONDENTS). <box>1410 76 1592 88</box>
ad-number: 21 <box>13 1917 23 1928</box>
nzloan-line: THE COMPANY MAKES ADVANCES on Produce, on the Stations and Stocks of Runholders, and on the growing clips of Wool, and receives the consignment of Wool, Grain, Tallow, Leather, Hides, Skins, Horns Preserved Meats, Metals, Cotton, Kauri Gum, &c., &c., for local sale, or for shipment to any of the Colonial, American, or English Markets. <box>13 1613 209 1708</box>
union-line: Paid up Capital, £1,500,000; Reserve Funds, £816,500—together .............. £2,316,500 <box>13 1392 209 1415</box>
column-5 <box>904 58 1143 2056</box>
union-line: Reserve Liability of Proprietors 3,000,000 <box>13 1418 184 1429</box>
local-para: Messrs Carlaw Smith and Co. have resolved to alter the time of their weekly horse sales, which in future will be held at 11 a.m. instead of 2 p.m. This alteration will, we think, suit country settlers and the public generally better than the hour at which they have lately been selling. <box>437 853 661 924</box>
local-para: Mr P. H. Bourke, the Manager of the South Pacific Petroleum Company, notifies that Scrip Certificates on which all calls are due, will after the 12th proximo, be forfeited. <box>910 96 1138 143</box>
mail-notices-heading: MAIL NOTICES. <box>36 821 186 841</box>
nzloan-line: RESERVE FUND ............ £170,000. <box>13 1599 163 1610</box>
local-para: The Fiji "Times" has the following:—"It is proposed to petition His Excellency to proclaim a day of special thanksgiving for the non-arrival of Sir Arthur Gordon." <box>437 108 661 143</box>
telegram-para: An Opposition caucus was held on Saturday last. Sir G. Grey was not present, but it is said he professed his willingness to agree to any decision arrived at. There was a difference of opinion as to the expediency of appointing a Leader, but ultimately it was carried by a considerable majority that a Leader should be appointed. Mr Montgomery was elected to that position, on the motion of Mr Macandrew, seconded by Mr Steward. The latter gentleman was unanimously appointed whip. <box>1387 708 1615 827</box>
local-para: Mr. Wm. Adair notifies in our advertising columns that he has received a consignment of ball requisites. These articles were specially selected by Mr. Adair, and should—as no doubt they will—meet with general approval. <box>1149 58 1376 117</box>
masthead-title: THE POVERTY BAY STANDARD, TUESDAY, JUNE 27, 1882. <box>477 13 1315 43</box>
union-bank-heading: THE UNION BANK OF AUSTRALIA [LIMITED.] <box>35 1349 187 1375</box>
telegram-para: At the wool sales yesterday, 8,500 bales were offered. The bidding was steady, but the demand was not excessive. <box>1387 218 1615 252</box>
telegrams-heading: Telegrams. <box>1457 322 1545 343</box>
shipping-para: On account of the gale on Sunday the Union Company's Rotorua and the s.s. Oreti were compelled to pass on to Auckland. <box>13 268 209 303</box>
local-para: These posts or pegs, or whatever they were, driven into the ground in the by-street, are being removed. Many whose pleasure or avocation causes them to be abroad after dark should be thankful for these small mercies. <box>437 247 661 306</box>
union-signature-title: 280 Chief Officer for New Zealand. <box>13 1500 158 1511</box>
dateline: London, June 23. <box>1545 91 1615 102</box>
